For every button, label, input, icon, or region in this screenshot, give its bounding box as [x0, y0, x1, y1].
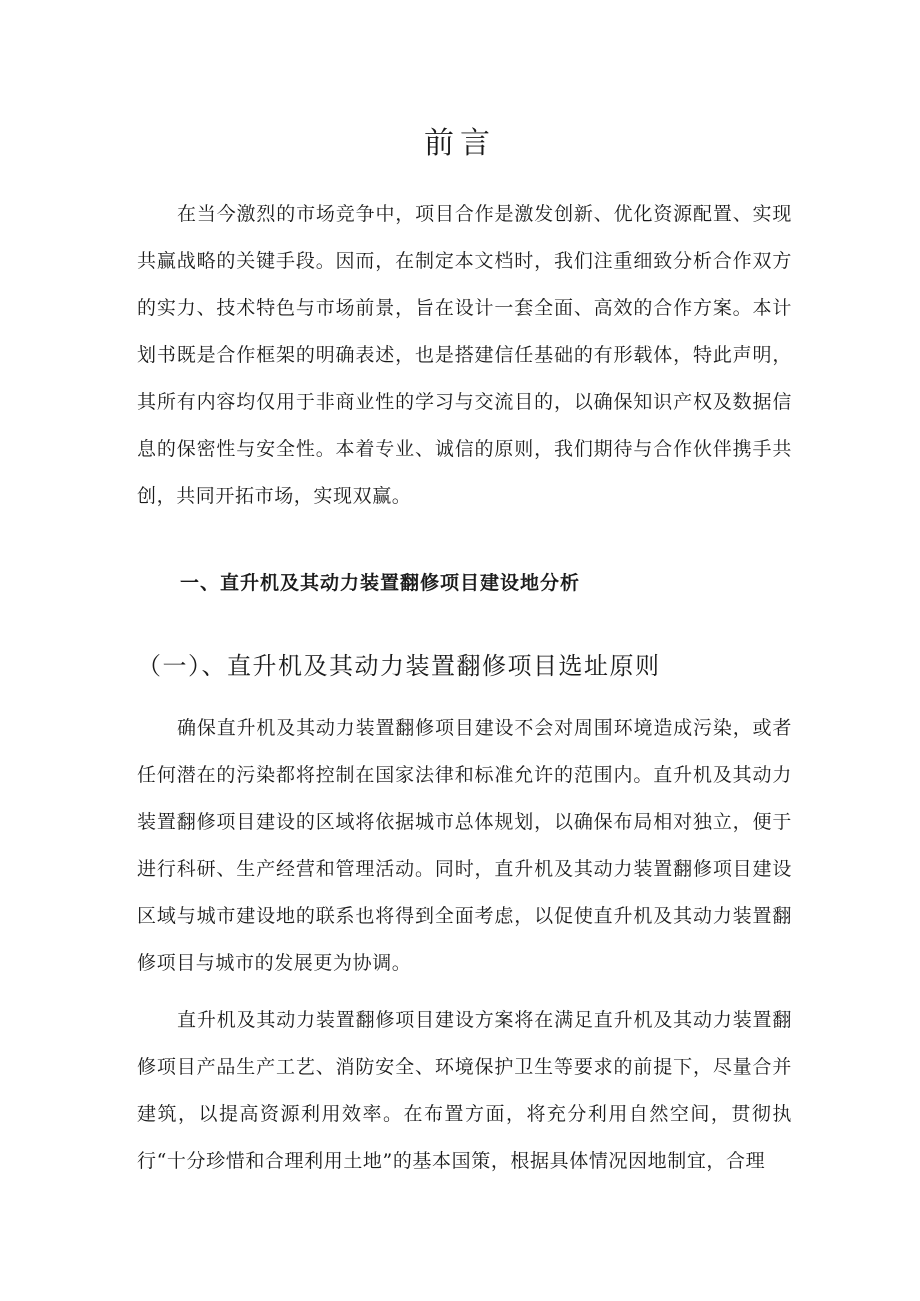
section-heading: 一、直升机及其动力装置翻修项目建设地分析	[180, 572, 581, 594]
subsection-heading: （一）、直升机及其动力装置翻修项目选址原则	[137, 652, 661, 680]
body-paragraph: 直升机及其动力装置翻修项目建设方案将在满足直升机及其动力装置翻修项目产品生产工艺、消防安全、环境保护卫生等要求的前提下，尽量合并建筑，以提高资源利用效率。在布置方面，将充分利用自然空间，贯彻执行“十分珍惜和合理利用土地”的基本国策，根据具体情况因地制宜，合理	[137, 1009, 792, 1172]
preface-paragraph: 在当今激烈的市场竞争中，项目合作是激发创新、优化资源配置、实现共赢战略的关键手段。因而，在制定本文档时，我们注重细致分析合作双方的实力、技术特色与市场前景，旨在设计一套全面、高效的合作方案。本计划书既是合作框架的明确表述，也是搭建信任基础的有形载体，特此声明，其所有内容均仅用于非商业性的学习与交流目的，以确保知识产权及数据信息的保密性与安全性。本着专业、诚信的原则，我们期待与合作伙伴携手共创，共同开拓市场，实现双赢。	[137, 203, 792, 507]
page-title: 前言	[424, 126, 496, 161]
body-paragraph: 确保直升机及其动力装置翻修项目建设不会对周围环境造成污染，或者任何潜在的污染都将控制在国家法律和标准允许的范围内。直升机及其动力装置翻修项目建设的区域将依据城市总体规划，以确保布局相对独立，便于进行科研、生产经营和管理活动。同时，直升机及其动力装置翻修项目建设区域与城市建设地的联系也将得到全面考虑，以促使直升机及其动力装置翻修项目与城市的发展更为协调。	[137, 717, 792, 974]
